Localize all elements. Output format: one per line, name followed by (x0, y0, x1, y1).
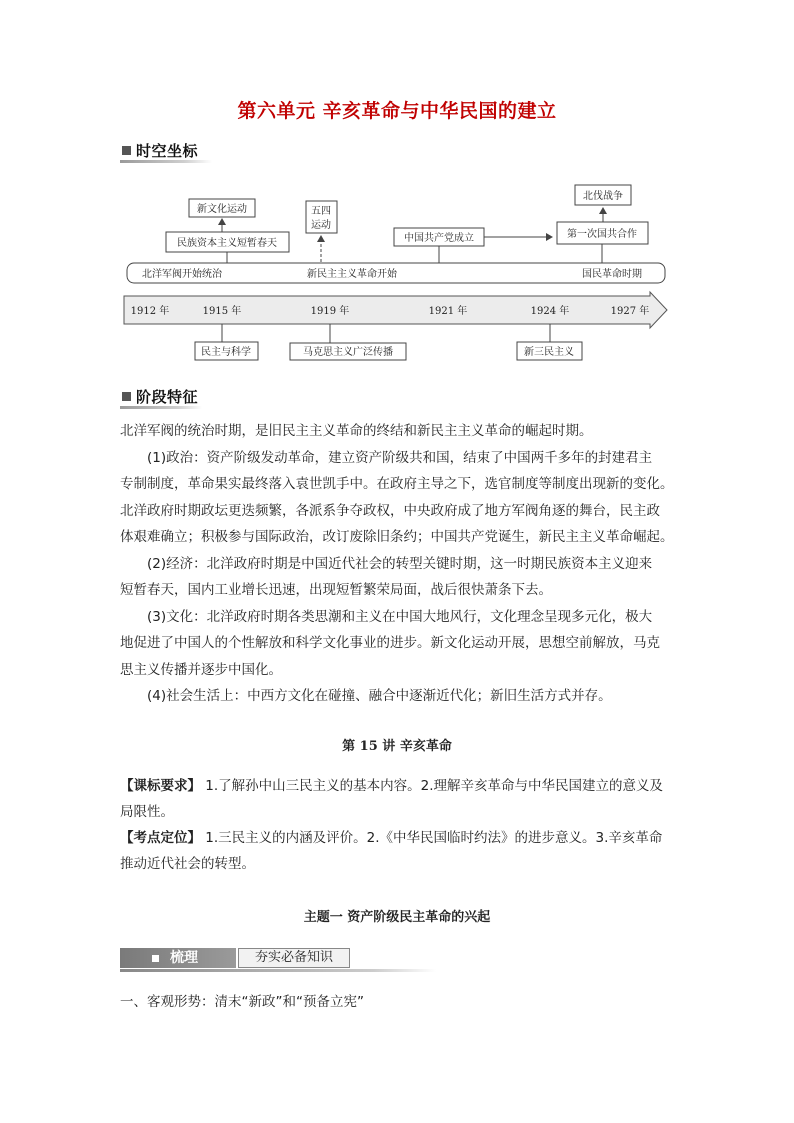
banner-underline (120, 969, 436, 972)
text-line: 思主义传播并逐步中国化。 (120, 661, 282, 678)
period-band (127, 263, 665, 283)
exam-points-text: 1.三民主义的内涵及评价。2.《中华民国临时约法》的进步意义。3.辛亥革命 (201, 830, 663, 846)
box-may-fourth-label-1: 五四 (311, 206, 331, 217)
curriculum-text: 1.了解孙中山三民主义的基本内容。2.理解辛亥革命与中华民国建立的意义及 (201, 778, 664, 794)
timeline-diagram (0, 0, 794, 380)
box-democracy-science-label: 民主与科学 (201, 347, 251, 358)
year-label: 1919 年 (310, 306, 350, 317)
box-marxism (290, 343, 406, 360)
text-line: (1)政治：资产阶级发动革命，建立资产阶级共和国，结束了中国两千多年的封建君主 (147, 449, 653, 466)
text-line: 地促进了中国人的个性解放和科学文化事业的进步。新文化运动开展，思想空前解放，马克 (120, 635, 660, 651)
section-heading-stage (120, 386, 210, 406)
box-first-cooperation (557, 222, 648, 244)
section-heading-text: 阶段特征 (136, 387, 199, 406)
box-three-principles-label: 新三民主义 (524, 347, 574, 358)
box-new-culture (189, 199, 255, 217)
band-national-revolution: 国民革命时期 (582, 269, 642, 280)
year-label: 1924 年 (530, 306, 570, 317)
box-ccp-founded (394, 228, 484, 246)
square-bullet-icon (152, 955, 159, 962)
text-line: 短暂春天，国内工业增长迅速，出现短暂繁荣局面，战后很快萧条下去。 (120, 582, 552, 598)
square-bullet-icon (122, 392, 131, 401)
text-line: 专制制度，革命果实最终落入袁世凯手中。在政府主导之下，选官制度等制度出现新的变化。 (120, 476, 674, 492)
banner-light-tab (238, 948, 350, 968)
first-item: 一、客观形势：清末“新政”和“预备立宪” (120, 994, 364, 1010)
curriculum-requirements (120, 773, 680, 825)
theme-title: 主题一 资产阶级民主革命的兴起 (303, 910, 491, 925)
year-label: 1921 年 (428, 306, 468, 317)
banner-dark-label: 梳理 (170, 950, 198, 966)
section-heading-text: 时空坐标 (136, 141, 199, 160)
year-label: 1912 年 (130, 306, 170, 317)
box-national-capital (166, 232, 289, 252)
box-marxism-label: 马克思主义广泛传播 (303, 347, 393, 358)
text-line: 北洋军阀的统治时期，是旧民主主义革命的终结和新民主主义革命的崛起时期。 (120, 423, 593, 439)
exam-points-text-cont: 推动近代社会的转型。 (120, 856, 255, 872)
box-may-fourth (306, 201, 337, 233)
box-new-culture-label: 新文化运动 (197, 204, 247, 215)
banner-light-label: 夯实必备知识 (254, 950, 333, 965)
text-line: 北洋政府时期政坛更迭频繁，各派系争夺政权，中央政府成了地方军阀角逐的舞台，民主政 (120, 502, 660, 519)
exam-points-label: 【考点定位】 (120, 830, 201, 846)
box-democracy-science (195, 342, 258, 360)
stage-characteristics (120, 418, 676, 710)
exam-points (120, 825, 680, 877)
box-northern-expedition-label: 北伐战争 (583, 191, 623, 202)
curriculum-label: 【课标要求】 (120, 778, 201, 794)
box-first-cooperation-label: 第一次国共合作 (567, 229, 637, 240)
text-line: 体艰难确立；积极参与国际政治，改订废除旧条约；中国共产党诞生，新民主主义革命崛起。 (120, 529, 674, 545)
box-three-principles (517, 342, 582, 360)
box-national-capital-label: 民族资本主义短暂春天 (177, 238, 277, 249)
banner-dark-tab (120, 948, 236, 968)
text-line: (2)经济：北洋政府时期是中国近代社会的转型关键时期，这一时期民族资本主义迎来 (147, 555, 653, 572)
year-axis-arrow (124, 292, 667, 328)
text-line: (4)社会生活上：中西方文化在碰撞、融合中逐渐近代化；新旧生活方式并存。 (147, 688, 612, 704)
lecture-title: 第 15 讲 辛亥革命 (342, 739, 452, 754)
year-label: 1915 年 (202, 306, 242, 317)
year-label: 1927 年 (610, 306, 650, 317)
heading-underline (120, 406, 202, 409)
box-ccp-founded-label: 中国共产党成立 (404, 233, 474, 244)
section-banner (120, 948, 436, 972)
curriculum-text-cont: 局限性。 (120, 804, 174, 820)
box-northern-expedition (575, 185, 631, 205)
unit-title: 第六单元 辛亥革命与中华民国的建立 (237, 100, 557, 122)
text-line: (3)文化：北洋政府时期各类思潮和主义在中国大地风行，文化理念呈现多元化，极大 (147, 608, 653, 625)
box-may-fourth-label-2: 运动 (311, 220, 331, 231)
band-new-democratic: 新民主主义革命开始 (307, 269, 397, 280)
band-beiyang: 北洋军阀开始统治 (142, 269, 222, 280)
